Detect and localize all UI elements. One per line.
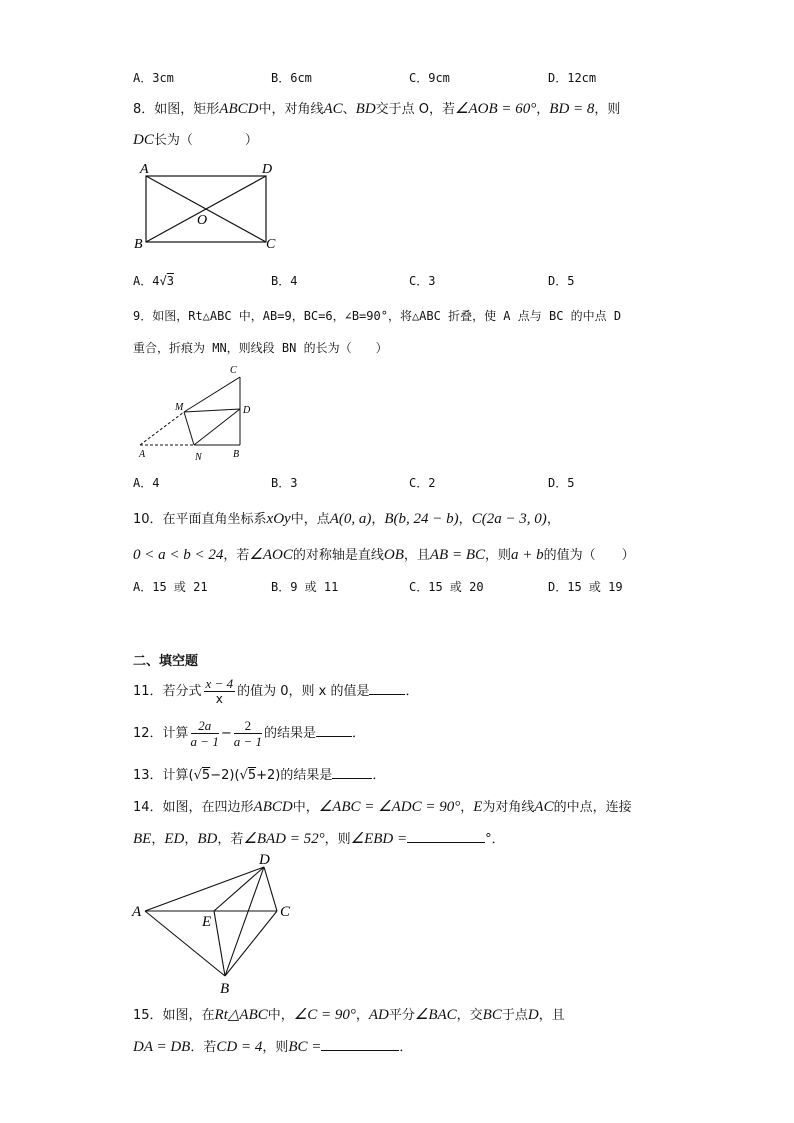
q8-number: 8．	[133, 102, 155, 117]
side-ad	[145, 867, 264, 911]
q14-bad: ∠BAD = 52°	[243, 831, 325, 847]
q13-text: −2)(	[210, 768, 240, 783]
q15-answer-blank[interactable]	[321, 1050, 399, 1051]
q7-option-c: C．9cm	[409, 71, 450, 85]
q8-rect-name: ABCD	[219, 101, 259, 117]
label-c: C	[230, 365, 237, 376]
q8-text: 长为（ ）	[153, 133, 258, 148]
q9-option-d: D．5	[548, 476, 575, 490]
q14-ed: ED	[164, 831, 185, 847]
q10-point-a: A(0, a)	[329, 511, 372, 527]
q14-angles: ∠ABC = ∠ADC = 90°	[318, 799, 461, 815]
q10-option-a: A．15 或 21	[133, 580, 208, 594]
q10-sep: ，	[458, 512, 472, 527]
label-m: M	[175, 402, 184, 413]
q14-text: ，则	[324, 832, 351, 847]
q12-suffix: 的结果是	[264, 726, 317, 741]
q12-answer-blank[interactable]	[316, 736, 352, 737]
label-a: A	[139, 449, 146, 460]
q10-angle: ∠AOC	[249, 547, 293, 563]
side-cb	[225, 911, 277, 976]
q10-text: ，若	[223, 548, 250, 563]
q15-text: ，交	[456, 1008, 483, 1023]
sqrt-sign: √	[193, 768, 202, 783]
q8-text: 交于点 O，若	[375, 102, 456, 117]
q8-text: ，则	[594, 102, 621, 117]
q11-fraction	[204, 676, 236, 707]
q10-option-b: B．9 或 11	[271, 580, 339, 594]
q15-triangle: Rt△ABC	[214, 1007, 268, 1023]
q11-end: ．	[405, 684, 419, 699]
label-d: D	[259, 852, 270, 868]
label-c: C	[280, 904, 291, 920]
q15-d: D	[527, 1007, 539, 1023]
q13-line	[133, 764, 385, 783]
q14-text: 的中点，连接	[553, 800, 632, 815]
q12-prefix: 12．计算	[133, 726, 189, 741]
q11-denominator: x	[215, 692, 223, 706]
label-n: N	[195, 452, 202, 462]
q14-text: 14．如图，在四边形	[133, 800, 254, 815]
q12-line	[133, 718, 365, 749]
label-o: O	[197, 213, 208, 228]
label-d: D	[262, 162, 273, 177]
q12-numerator-2: 2	[234, 718, 262, 734]
q10-text: ，则	[485, 548, 512, 563]
segment-bd	[225, 867, 264, 976]
q9-line2: 重合，折痕为 MN，则线段 BN 的长为（ ）	[133, 341, 388, 355]
q14-text: ，	[460, 800, 474, 815]
q14-text: ，若	[217, 832, 244, 847]
q10-option-d: D．15 或 19	[548, 580, 623, 594]
q14-line1	[133, 796, 632, 816]
label-e: E	[202, 914, 212, 930]
q15-line2	[133, 1036, 412, 1056]
q10-xoy: xOy	[266, 511, 291, 527]
q12-denominator-2: a − 1	[233, 734, 263, 749]
q15-angle-bac: ∠BAC	[414, 1007, 457, 1023]
q8-option-a	[133, 272, 174, 289]
q8-option-d: D．5	[548, 274, 575, 288]
q13-radicand-1: 5	[201, 768, 211, 783]
q15-text: ，则	[262, 1040, 289, 1055]
q8-angle: ∠AOB = 60°	[455, 101, 537, 117]
q14-line2	[133, 828, 505, 848]
q11-numerator: x − 4	[205, 676, 234, 691]
q14-e: E	[473, 799, 483, 815]
q8-text: 中，对角线	[258, 102, 324, 117]
q10-option-c: C．15 或 20	[409, 580, 484, 594]
q15-bc-eq: BC =	[288, 1039, 322, 1055]
q15-text: 于点	[501, 1008, 528, 1023]
q8-option-a-radicand: 3	[166, 274, 174, 288]
q10-line1	[133, 508, 560, 528]
q10-equality: AB = BC	[429, 547, 485, 563]
q9-option-b: B．3	[271, 476, 298, 490]
q11-prefix: 11．若分式	[133, 684, 202, 699]
q15-text: 中，	[267, 1008, 294, 1023]
q14-be: BE	[133, 831, 152, 847]
q11-answer-blank[interactable]	[369, 694, 405, 695]
q14-end: °．	[485, 832, 505, 847]
q8-rectangle-figure	[128, 156, 288, 256]
q9-option-c: C．2	[409, 476, 436, 490]
q8-text: 如图，矩形	[154, 102, 220, 117]
q12-minus: −	[220, 726, 232, 741]
q15-ad: AD	[368, 1007, 389, 1023]
label-b: B	[233, 449, 240, 460]
q15-equality: DA = DB	[133, 1039, 191, 1055]
q8-sep: 、	[342, 102, 356, 117]
q8-bd-value: BD = 8	[549, 101, 595, 117]
q9-triangle-figure	[133, 362, 263, 462]
q10-line2	[133, 544, 635, 564]
q15-cd: CD = 4	[216, 1039, 263, 1055]
q14-bd: BD	[197, 831, 218, 847]
side-cm	[184, 377, 240, 412]
crease-mn	[184, 412, 194, 445]
q15-text: 平分	[388, 1008, 415, 1023]
q13-text: +2)的结果是	[256, 768, 333, 783]
q10-text: 中，点	[290, 512, 330, 527]
label-b: B	[220, 981, 230, 997]
q15-bc: BC	[482, 1007, 502, 1023]
q8-dc: DC	[133, 132, 154, 148]
q12-denominator-1: a − 1	[190, 734, 219, 749]
side-ab	[145, 911, 225, 976]
label-c: C	[266, 237, 276, 252]
side-dc	[264, 867, 277, 911]
q12-numerator-1: 2a	[191, 718, 219, 734]
q10-sep: ，	[546, 512, 560, 527]
sqrt-sign: √	[239, 768, 248, 783]
q7-option-a: A．3cm	[133, 71, 174, 85]
q14-sep: ，	[184, 832, 198, 847]
label-a: A	[132, 904, 142, 920]
q15-angle-c: ∠C = 90°	[293, 1007, 356, 1023]
q10-sep: ，	[371, 512, 385, 527]
q8-sep: ，	[536, 102, 550, 117]
q14-quadrilateral-figure	[128, 848, 303, 998]
q10-ob: OB	[383, 547, 404, 563]
label-b: B	[134, 237, 143, 252]
q10-condition: 0 < a < b < 24	[133, 547, 224, 563]
q10-text: 10．在平面直角坐标系	[133, 512, 267, 527]
q15-text: ，且	[538, 1008, 565, 1023]
q8-line2	[133, 129, 258, 149]
q15-text: 15．如图，在	[133, 1008, 215, 1023]
q13-answer-blank[interactable]	[332, 778, 372, 779]
q13-radicand-2: 5	[247, 768, 257, 783]
q14-sep: ，	[151, 832, 165, 847]
q10-point-b: B(b, 24 − b)	[384, 511, 459, 527]
q15-text: ，	[355, 1008, 369, 1023]
section-heading: 二、填空题	[133, 654, 199, 669]
q9-line1: 9．如图，Rt△ABC 中，AB=9，BC=6，∠B=90°，将△ABC 折叠，使 A 点与 BC 的中点 D	[133, 309, 622, 323]
q14-answer-blank[interactable]	[407, 842, 485, 843]
sqrt-sign: √	[159, 274, 167, 288]
q15-text: ．若	[190, 1040, 217, 1055]
segment-nd	[194, 409, 240, 445]
q13-prefix: 13．计算(	[133, 768, 194, 783]
q14-text: 为对角线	[482, 800, 535, 815]
q14-ac: AC	[534, 799, 554, 815]
q9-option-a: A．4	[133, 476, 160, 490]
q7-option-b: B．6cm	[271, 71, 312, 85]
q8-option-a-text: A．4	[133, 274, 160, 288]
q13-end: ．	[372, 768, 386, 783]
q10-text: ，且	[403, 548, 430, 563]
q11-line	[133, 676, 418, 707]
label-d: D	[243, 405, 251, 416]
q12-fraction-2	[234, 718, 262, 749]
q15-line1	[133, 1004, 565, 1024]
q15-end: ．	[399, 1040, 413, 1055]
q14-ebd: ∠EBD =	[350, 831, 408, 847]
q8-bd: BD	[355, 101, 376, 117]
q8-option-c: C．3	[409, 274, 436, 288]
label-a: A	[140, 162, 149, 177]
q8-option-b: B．4	[271, 274, 298, 288]
q10-sum: a + b	[511, 547, 544, 563]
dashed-am	[140, 412, 184, 445]
q10-text: 的对称轴是直线	[292, 548, 384, 563]
q12-end: ．	[352, 726, 366, 741]
segment-eb	[214, 911, 225, 976]
q14-quad: ABCD	[253, 799, 293, 815]
q10-text: 的值为（ ）	[543, 548, 635, 563]
segment-md	[184, 409, 240, 412]
q12-fraction-1	[191, 718, 219, 749]
q8-ac: AC	[323, 101, 343, 117]
q11-suffix: 的值为 0，则 x 的值是	[237, 684, 370, 699]
q7-option-d: D．12cm	[548, 71, 597, 85]
q14-text: 中，	[292, 800, 319, 815]
q8-line1	[133, 98, 620, 118]
q10-point-c: C(2a − 3, 0)	[471, 511, 547, 527]
